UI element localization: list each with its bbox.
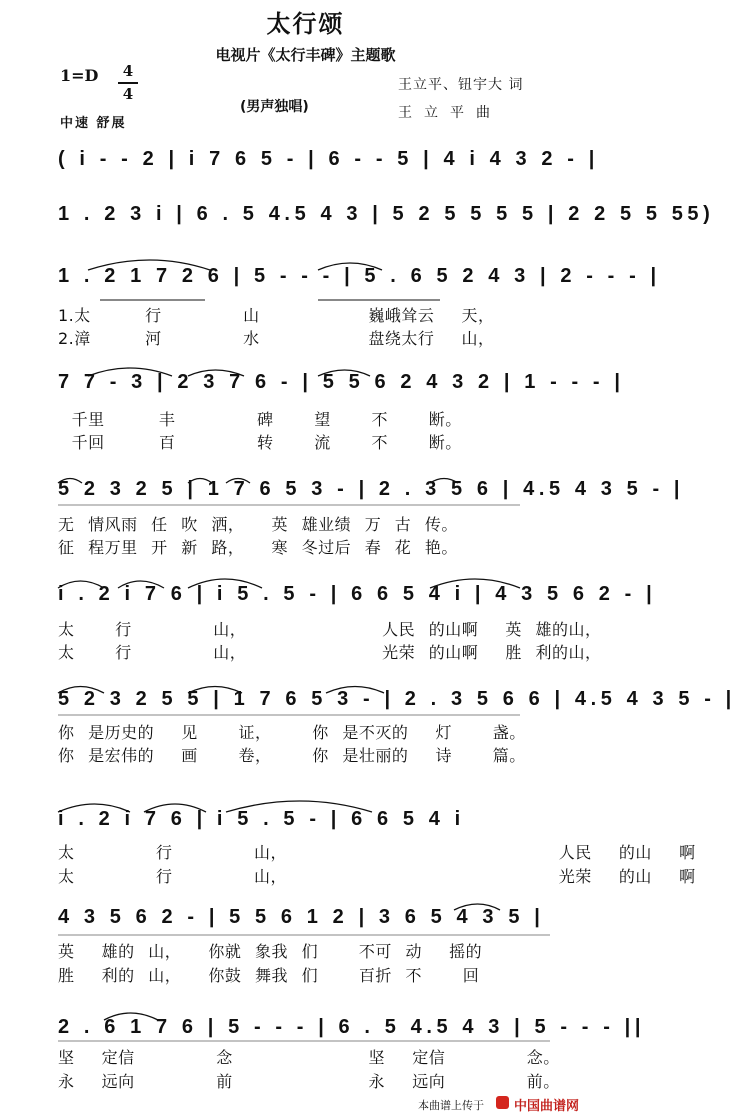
site-name[interactable]: 中国曲谱网 [514,1099,580,1114]
lyricist-credit: 王立平、钮宇大 词 [398,77,524,93]
meter-bottom: 4 [122,84,134,103]
upload-notice: 本曲谱上传于 [418,1099,484,1112]
score-line: i . 2 i 7 6 | i 5 . 5 - | 6 6 5 4 i [58,808,465,830]
lyric-line: 千里 丰 碑 望 不 断。 [58,410,462,429]
lyric-line: 胜 利的 山， 你鼓 舞我 们 百折 不 回 [58,966,480,985]
lyric-line: 千回 百 转 流 不 断。 [58,433,462,452]
lyric-line: 征 程万里 开 新 路， 寒 冬过后 春 花 艳。 [58,538,458,557]
lyric-line: 太 行 山， 人民 的山啊 英 雄的山， [58,620,602,639]
score-line: 5 2 3 2 5 5 | 1 7 6 5 3 - | 2 . 3 5 6 6 | 4.5 4 3 5 - | [58,688,736,710]
score-line: 7 7 - 3 | 2 3 7 6 - | 5 5 6 2 4 3 2 | 1 - - - | [58,371,625,393]
lyric-line: 英 雄的 山， 你就 象我 们 不可 动 摇的 [58,942,483,961]
composer-credit: 王立平曲 [398,105,502,121]
lyric-line: 你 是历史的 见 证， 你 是不灭的 灯 盏。 [58,723,526,742]
meter-top: 4 [122,62,134,80]
score-line: 4 3 5 6 2 - | 5 5 6 1 2 | 3 6 5 4 3 5 | [58,906,545,928]
score-line: 1 . 2 3 i | 6 . 5 4.5 4 3 | 5 2 5 5 5 5 | 2 2 5 5 55) [58,203,715,225]
voice-type: (男声独唱) [240,99,309,115]
score-line: 2 . 6 1 7 6 | 5 - - - | 6 . 5 4.5 4 3 | 5 - - - || [58,1016,646,1038]
lyric-line: 你 是宏伟的 画 卷， 你 是壮丽的 诗 篇。 [58,746,526,765]
song-title: 太行颂 [266,10,345,38]
score-line: 5 2 3 2 5 | 1 7 6 5 3 - | 2 . 3 5 6 | 4.5 4 3 5 - | [58,478,685,500]
score-line: ( i - - 2 | i 7 6 5 - | 6 - - 5 | 4 i 4 3 2 - | [58,148,599,170]
tempo-marking: 中速 舒展 [60,116,127,131]
key-signature: 1=D [60,66,99,85]
song-subtitle: 电视片《太行丰碑》主题歌 [215,46,396,64]
lyric-line: 太 行 山， 光荣 的山啊 胜 利的山， [58,643,602,662]
score-line: 1 . 2 1 7 2 6 | 5 - - - | 5 . 6 5 2 4 3 | 2 - - - | [58,265,661,287]
lyric-line: 太 行 山， 光荣 的山 啊 [58,867,696,886]
lyric-line: 坚 定信 念 坚 定信 念。 [58,1048,560,1067]
score-line: i . 2 i 7 6 | i 5 . 5 - | 6 6 5 4 i | 4 3 5 6 2 - | [58,583,657,605]
lyric-line: 2.漳 河 水 盘绕太行 山， [58,329,495,348]
lyric-line: 永 远向 前 永 远向 前。 [58,1072,560,1091]
lyric-line: 太 行 山， 人民 的山 啊 [58,843,696,862]
lyric-line: 1.太 行 山 巍峨耸云 天， [58,306,495,325]
lyric-line: 无 情风雨 任 吹 洒， 英 雄业绩 万 古 传。 [58,515,458,534]
site-logo-icon [496,1096,509,1109]
